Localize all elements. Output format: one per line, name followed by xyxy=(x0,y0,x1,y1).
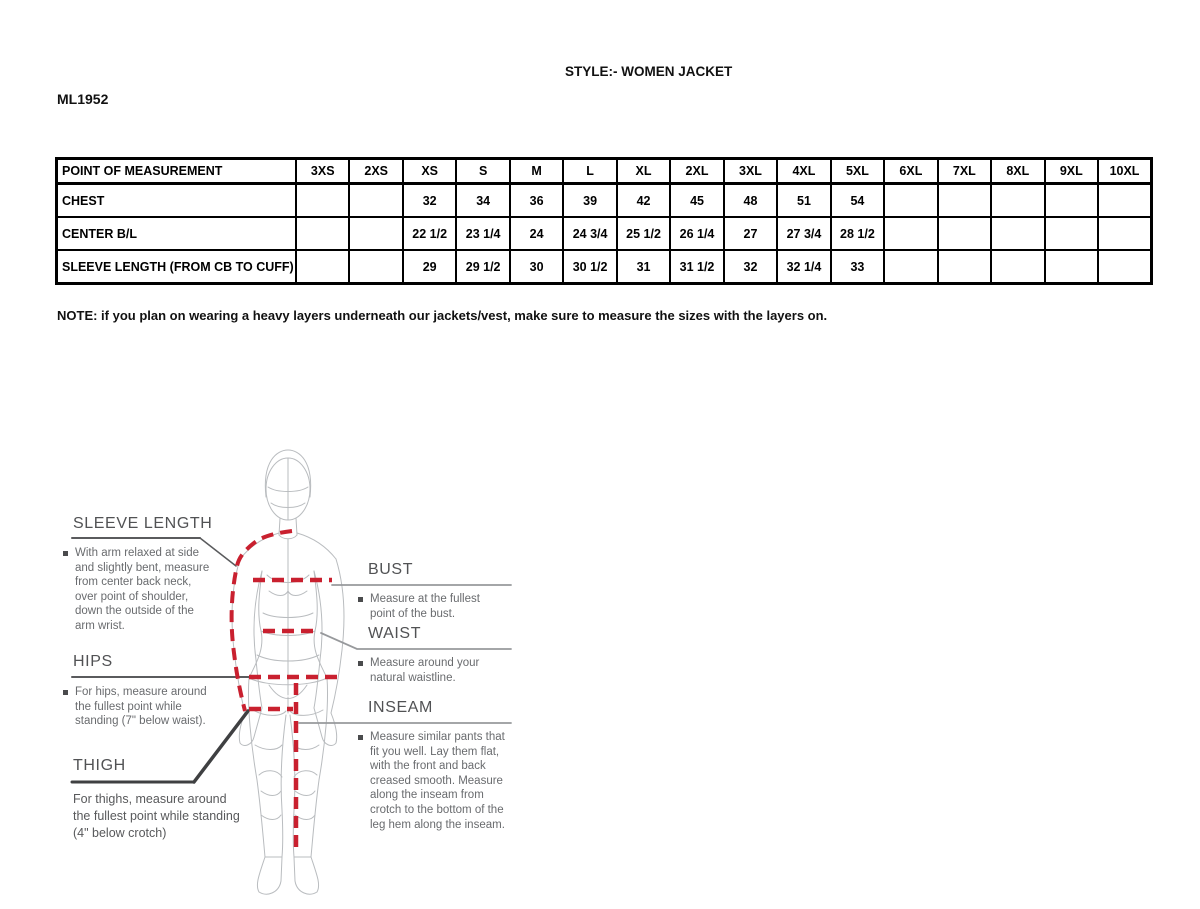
row-label: CENTER B/L xyxy=(57,217,297,250)
column-header-size: M xyxy=(510,159,563,184)
column-header-size: 9XL xyxy=(1045,159,1098,184)
size-value-cell: 31 1/2 xyxy=(670,250,723,284)
waist-description: Measure around your natural waistline. xyxy=(358,656,498,685)
size-value-cell: 33 xyxy=(831,250,884,284)
size-table-container xyxy=(55,157,1153,285)
size-value-cell: 27 3/4 xyxy=(777,217,830,250)
column-header-size: 8XL xyxy=(991,159,1044,184)
column-header-measurement: POINT OF MEASUREMENT xyxy=(57,159,297,184)
size-value-cell xyxy=(938,250,991,284)
column-header-size: 2XS xyxy=(349,159,402,184)
size-value-cell: 39 xyxy=(563,184,616,218)
note-text: NOTE: if you plan on wearing a heavy layers underneath our jackets/vest, make sure to measure the sizes with the layers on. xyxy=(57,308,828,323)
size-value-cell xyxy=(884,217,937,250)
thigh-description: For thighs, measure around the fullest point while standing (4" below crotch) xyxy=(73,792,240,840)
measure-lines xyxy=(232,531,338,852)
sleeve-length-description: With arm relaxed at side and slightly bent, measure from center back neck, over point of shoulder, down the outside of the arm wrist. xyxy=(63,546,215,634)
size-table-header-row xyxy=(57,159,1152,184)
sleeve-measure-line xyxy=(232,531,292,711)
size-value-cell: 36 xyxy=(510,184,563,218)
size-value-cell: 34 xyxy=(456,184,509,218)
size-value-cell xyxy=(296,184,349,218)
sleeve-length-heading: SLEEVE LENGTH xyxy=(73,515,213,532)
hips-heading: HIPS xyxy=(73,653,113,670)
column-header-size: 4XL xyxy=(777,159,830,184)
bullet-icon xyxy=(63,551,68,556)
style-code: ML1952 xyxy=(57,91,109,107)
page-title: STYLE:- WOMEN JACKET xyxy=(565,64,733,79)
size-value-cell xyxy=(938,217,991,250)
bullet-icon xyxy=(63,690,68,695)
inseam-description: Measure similar pants that fit you well. Lay them flat, with the front and back creased smooth. Measure along the inseam from crotch to the bottom of the leg hem along the inseam. xyxy=(358,730,510,832)
table-row xyxy=(57,217,1152,250)
size-value-cell: 25 1/2 xyxy=(617,217,670,250)
waist-heading: WAIST xyxy=(368,625,422,642)
size-value-cell xyxy=(1098,250,1151,284)
size-value-cell xyxy=(296,250,349,284)
row-label: SLEEVE LENGTH (FROM CB TO CUFF) xyxy=(57,250,297,284)
size-value-cell xyxy=(884,250,937,284)
size-value-cell: 54 xyxy=(831,184,884,218)
size-value-cell: 32 xyxy=(724,250,777,284)
size-value-cell xyxy=(1098,217,1151,250)
size-value-cell xyxy=(1045,217,1098,250)
size-value-cell xyxy=(349,250,402,284)
size-value-cell: 26 1/4 xyxy=(670,217,723,250)
size-value-cell: 29 1/2 xyxy=(456,250,509,284)
size-value-cell xyxy=(296,217,349,250)
size-value-cell xyxy=(991,217,1044,250)
size-value-cell: 30 xyxy=(510,250,563,284)
size-value-cell xyxy=(991,184,1044,218)
column-header-size: XL xyxy=(617,159,670,184)
size-value-cell: 24 3/4 xyxy=(563,217,616,250)
table-row xyxy=(57,184,1152,218)
bullet-icon xyxy=(358,661,363,666)
table-row xyxy=(57,250,1152,284)
size-value-cell: 22 1/2 xyxy=(403,217,456,250)
column-header-size: XS xyxy=(403,159,456,184)
size-value-cell xyxy=(938,184,991,218)
size-value-cell: 42 xyxy=(617,184,670,218)
size-value-cell: 30 1/2 xyxy=(563,250,616,284)
size-value-cell: 31 xyxy=(617,250,670,284)
size-value-cell: 32 xyxy=(403,184,456,218)
figure-outline xyxy=(232,450,344,894)
column-header-size: 3XL xyxy=(724,159,777,184)
column-header-size: 7XL xyxy=(938,159,991,184)
row-label: CHEST xyxy=(57,184,297,218)
thigh-heading: THIGH xyxy=(73,757,126,774)
size-value-cell: 48 xyxy=(724,184,777,218)
size-value-cell: 23 1/4 xyxy=(456,217,509,250)
size-value-cell: 45 xyxy=(670,184,723,218)
size-table-body xyxy=(57,184,1152,284)
size-value-cell xyxy=(1098,184,1151,218)
column-header-size: 10XL xyxy=(1098,159,1151,184)
bust-heading: BUST xyxy=(368,561,414,578)
size-value-cell: 51 xyxy=(777,184,830,218)
bust-description: Measure at the fullest point of the bust. xyxy=(358,592,498,621)
bullet-icon xyxy=(358,597,363,602)
column-header-size: 5XL xyxy=(831,159,884,184)
column-header-size: 6XL xyxy=(884,159,937,184)
size-value-cell: 24 xyxy=(510,217,563,250)
column-header-size: S xyxy=(456,159,509,184)
bullet-icon xyxy=(358,735,363,740)
size-value-cell xyxy=(1045,250,1098,284)
column-header-size: 3XS xyxy=(296,159,349,184)
inseam-heading: INSEAM xyxy=(368,699,433,716)
size-value-cell xyxy=(1045,184,1098,218)
size-value-cell: 28 1/2 xyxy=(831,217,884,250)
size-value-cell: 27 xyxy=(724,217,777,250)
column-header-size: 2XL xyxy=(670,159,723,184)
size-value-cell xyxy=(884,184,937,218)
size-value-cell: 29 xyxy=(403,250,456,284)
size-value-cell: 32 1/4 xyxy=(777,250,830,284)
size-value-cell xyxy=(349,184,402,218)
hips-description: For hips, measure around the fullest point while standing (7" below waist). xyxy=(63,685,223,729)
size-value-cell xyxy=(349,217,402,250)
size-value-cell xyxy=(991,250,1044,284)
size-table xyxy=(55,157,1153,285)
measurement-diagram xyxy=(55,445,540,907)
column-header-size: L xyxy=(563,159,616,184)
